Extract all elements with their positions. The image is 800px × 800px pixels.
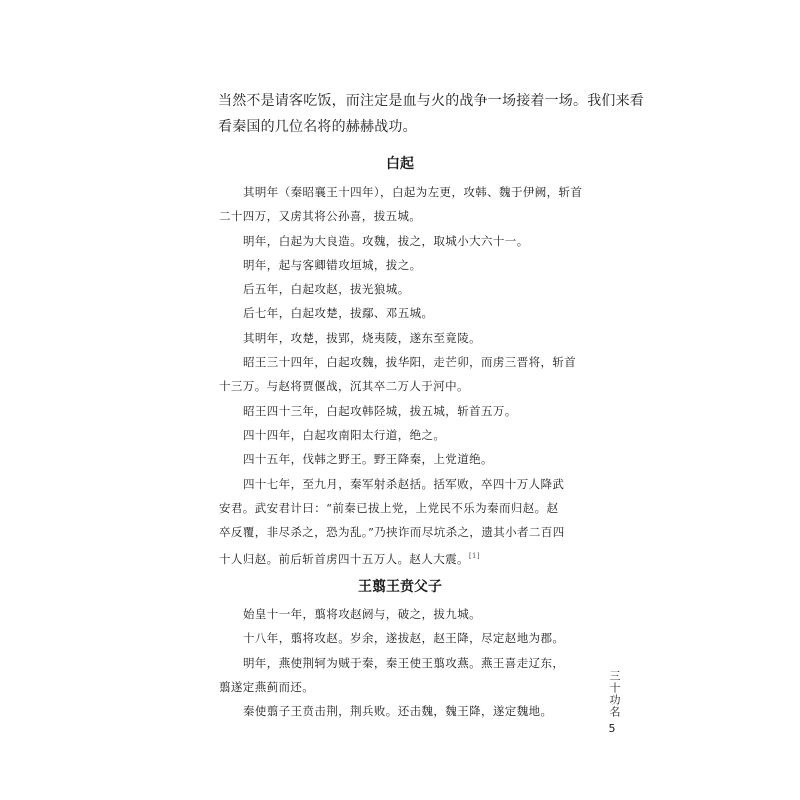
- footnote-marker[interactable]: [1]: [468, 552, 481, 561]
- text-line: [243, 602, 583, 626]
- intro-paragraph: [218, 88, 644, 140]
- text-line: [219, 374, 583, 398]
- text-line: [243, 626, 583, 650]
- line-text: 昭王四十三年，白起攻韩陉城，拔五城，斩首五万。: [243, 403, 517, 418]
- running-title: 三十功名: [608, 670, 621, 718]
- line-text: 明年，起与客卿错攻垣城，拔之。: [243, 257, 422, 272]
- line-text: 四十七年，至九月，秦军射杀赵括。括军败，卒四十万人降武: [243, 476, 565, 491]
- text-line: [243, 253, 583, 277]
- text-line: [243, 472, 583, 496]
- text-line: [219, 496, 583, 520]
- text-line: [219, 520, 583, 544]
- line-text: 翦遂定燕蓟而还。: [219, 679, 315, 694]
- text-line: [219, 675, 583, 699]
- line-text: 十三万。与赵将贾偃战，沉其卒二万人于河中。: [219, 379, 469, 394]
- section-body-wangjian: [219, 602, 583, 723]
- text-line: [243, 301, 583, 325]
- text-line: [243, 350, 583, 374]
- text-line: [243, 399, 583, 423]
- line-text: 后七年，白起攻楚，拔鄢、邓五城。: [243, 306, 434, 321]
- line-text: 四十四年，白起攻南阳太行道，绝之。: [243, 427, 446, 442]
- line-text: 十人归赵。前后斩首虏四十五万人。赵人大震。: [219, 552, 469, 567]
- text-line: [243, 180, 583, 204]
- text-line: [243, 447, 583, 471]
- text-line: [243, 277, 583, 301]
- section-body-baiqi: [219, 180, 583, 572]
- line-text: 卒反覆，非尽杀之，恐为乱。”乃挟诈而尽坑杀之，遗其小者二百四: [219, 525, 565, 540]
- section-heading-wangjian: 王翦王贲父子: [358, 579, 442, 595]
- text-line: [219, 204, 583, 228]
- intro-line: 当然不是请客吃饭，而注定是血与火的战争一场接着一场。我们来看: [218, 93, 644, 109]
- line-text: 二十四万，又虏其将公孙喜，拔五城。: [219, 209, 422, 224]
- line-text: 秦使翦子王贲击荆，荆兵败。还击魏，魏王降，遂定魏地。: [243, 704, 553, 719]
- line-text: 其明年（秦昭襄王十四年），白起为左更，攻韩、魏于伊阙，斩首: [243, 185, 583, 199]
- line-text: 安君。武安君计曰：“前秦已拔上党，上党民不乐为秦而归赵。赵: [219, 500, 559, 515]
- line-text: 昭王三十四年，白起攻魏，拔华阳，走芒卯，而虏三晋将，斩首: [243, 355, 577, 370]
- line-text: 始皇十一年，翦将攻赵阏与，破之，拔九城。: [243, 607, 481, 621]
- intro-line: 看秦国的几位名将的赫赫战功。: [218, 119, 417, 135]
- line-text: 四十五年，伐韩之野王。野王降秦，上党道绝。: [243, 452, 493, 467]
- section-heading-baiqi: 白起: [386, 156, 414, 172]
- text-line: [243, 651, 583, 675]
- line-text: 明年，白起为大良造。攻魏，拔之，取城小大六十一。: [243, 233, 529, 248]
- text-line: [243, 699, 583, 723]
- text-line: [243, 229, 583, 253]
- line-text: 后五年，白起攻赵，拔光狼城。: [243, 282, 410, 297]
- text-line: [243, 326, 583, 350]
- text-line: [243, 423, 583, 447]
- line-text: 十八年，翦将攻赵。岁余，遂拔赵，赵王降，尽定赵地为郡。: [243, 631, 565, 646]
- page-number: 5: [608, 722, 616, 735]
- line-text: 明年，燕使荆轲为贼于秦，秦王使王翦攻燕。燕王喜走辽东，: [243, 655, 565, 670]
- line-text: 其明年，攻楚，拔郢，烧夷陵，遂东至竟陵。: [243, 330, 481, 345]
- text-line: [219, 544, 583, 571]
